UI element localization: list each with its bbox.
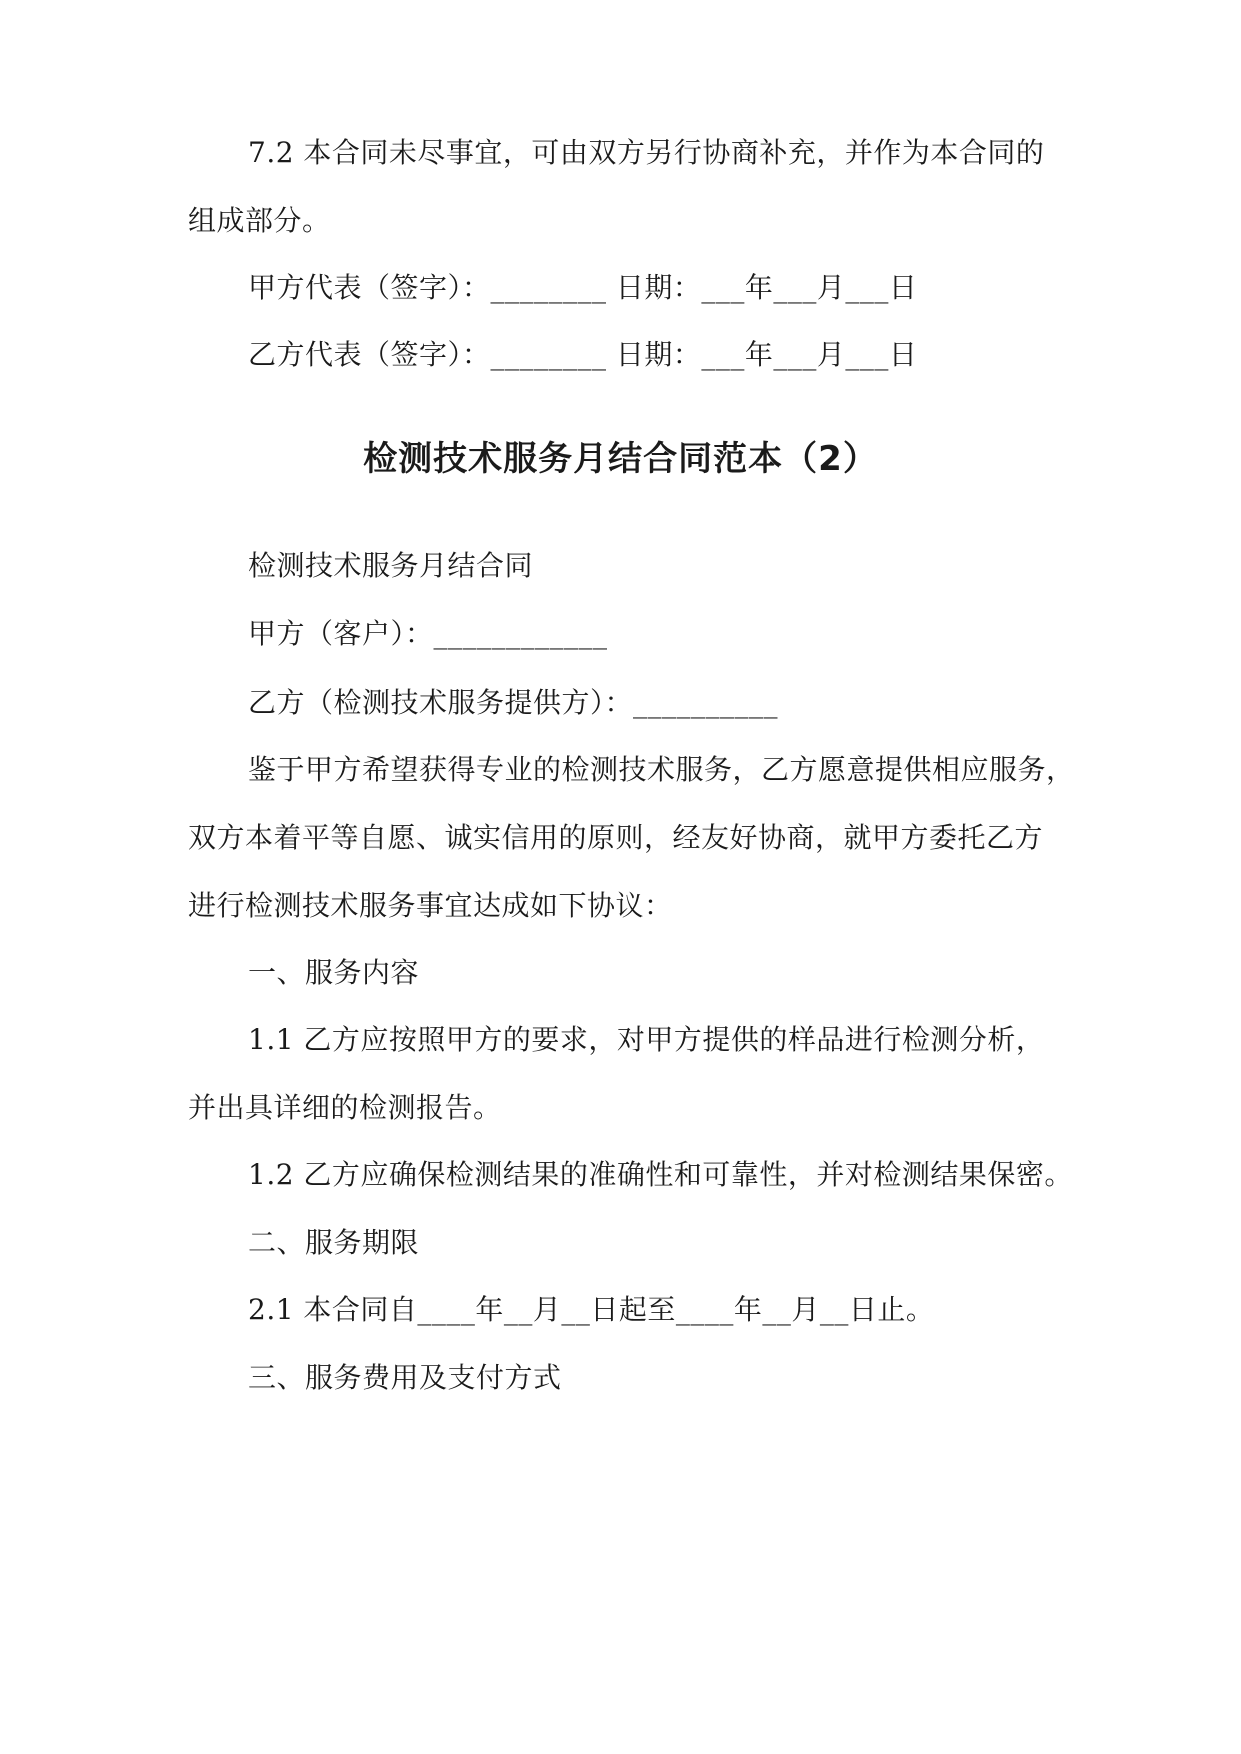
preamble-line-2: 双方本着平等自愿、诚实信用的原则，经友好协商，就甲方委托乙方 <box>188 821 1044 854</box>
clause-1-1-line-1: 1.1 乙方应按照甲方的要求，对甲方提供的样品进行检测分析， <box>248 1023 1045 1056</box>
section-heading-1: 一、服务内容 <box>248 956 420 989</box>
signature-party-b: 乙方代表（签字）：________ 日期：___年___月___日 <box>248 338 918 371</box>
party-a-line: 甲方（客户）：____________ <box>248 617 608 650</box>
section-heading-3: 三、服务费用及支付方式 <box>248 1361 562 1394</box>
document-title: 检测技术服务月结合同范本（2） <box>363 439 878 479</box>
clause-1-1-line-2: 并出具详细的检测报告。 <box>188 1091 502 1124</box>
clause-7-2-line-1: 7.2 本合同未尽事宜，可由双方另行协商补充，并作为本合同的 <box>248 136 1045 169</box>
preamble-line-3: 进行检测技术服务事宜达成如下协议： <box>188 889 673 922</box>
party-b-line: 乙方（检测技术服务提供方）：__________ <box>248 686 779 719</box>
clause-7-2-line-2: 组成部分。 <box>188 204 331 237</box>
contract-subtitle: 检测技术服务月结合同 <box>248 549 534 582</box>
section-heading-2: 二、服务期限 <box>248 1226 420 1259</box>
signature-party-a: 甲方代表（签字）：________ 日期：___年___月___日 <box>248 271 918 304</box>
clause-2-1: 2.1 本合同自____年__月__日起至____年__月__日止。 <box>248 1293 935 1326</box>
preamble-line-1: 鉴于甲方希望获得专业的检测技术服务，乙方愿意提供相应服务， <box>248 753 1075 786</box>
clause-1-2: 1.2 乙方应确保检测结果的准确性和可靠性，并对检测结果保密。 <box>248 1158 1073 1191</box>
